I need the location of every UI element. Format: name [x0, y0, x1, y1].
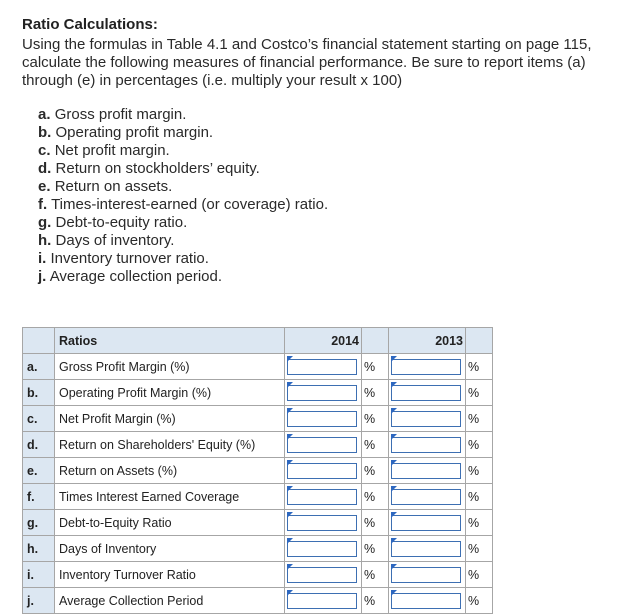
table-row	[23, 510, 493, 536]
question-item	[38, 160, 328, 178]
question-letter: c.	[38, 142, 51, 159]
row-letter: i.	[23, 562, 55, 588]
answer-input-2013[interactable]	[391, 463, 461, 479]
answer-input-2014[interactable]	[287, 411, 357, 427]
cell-2013	[389, 588, 466, 614]
answer-input-2013[interactable]	[391, 385, 461, 401]
flag-icon	[287, 538, 293, 544]
unit-2014: %	[362, 458, 389, 484]
cell-2013	[389, 432, 466, 458]
question-letter: d.	[38, 160, 52, 177]
row-ratio-name: Average Collection Period	[55, 588, 285, 614]
unit-2014: %	[362, 562, 389, 588]
question-letter: a.	[38, 106, 51, 123]
question-text: Return on stockholders’ equity.	[55, 160, 260, 177]
cell-2013	[389, 380, 466, 406]
row-letter: c.	[23, 406, 55, 432]
unit-2013: %	[466, 380, 493, 406]
row-letter: d.	[23, 432, 55, 458]
page-heading: Ratio Calculations:	[22, 16, 158, 33]
table-row	[23, 562, 493, 588]
flag-icon	[287, 434, 293, 440]
header-2013: 2013	[389, 328, 466, 354]
table-row	[23, 380, 493, 406]
answer-input-2013[interactable]	[391, 515, 461, 531]
row-ratio-name: Inventory Turnover Ratio	[55, 562, 285, 588]
flag-icon	[287, 512, 293, 518]
answer-input-2013[interactable]	[391, 567, 461, 583]
unit-2013: %	[466, 458, 493, 484]
flag-icon	[287, 382, 293, 388]
unit-2014: %	[362, 510, 389, 536]
table-row	[23, 588, 493, 614]
flag-icon	[391, 538, 397, 544]
unit-2014: %	[362, 484, 389, 510]
row-ratio-name: Times Interest Earned Coverage	[55, 484, 285, 510]
row-letter: h.	[23, 536, 55, 562]
cell-2013	[389, 484, 466, 510]
unit-2013: %	[466, 484, 493, 510]
table-row	[23, 484, 493, 510]
answer-input-2013[interactable]	[391, 541, 461, 557]
answer-input-2014[interactable]	[287, 489, 357, 505]
flag-icon	[391, 382, 397, 388]
table-row	[23, 536, 493, 562]
cell-2014	[285, 484, 362, 510]
cell-2014	[285, 536, 362, 562]
answer-input-2014[interactable]	[287, 593, 357, 609]
unit-2013: %	[466, 406, 493, 432]
row-ratio-name: Net Profit Margin (%)	[55, 406, 285, 432]
unit-2013: %	[466, 510, 493, 536]
question-letter: f.	[38, 196, 48, 213]
flag-icon	[391, 408, 397, 414]
flag-icon	[391, 512, 397, 518]
answer-input-2013[interactable]	[391, 411, 461, 427]
row-letter: j.	[23, 588, 55, 614]
answer-input-2014[interactable]	[287, 437, 357, 453]
row-letter: b.	[23, 380, 55, 406]
table-row	[23, 458, 493, 484]
unit-2014: %	[362, 536, 389, 562]
flag-icon	[287, 590, 293, 596]
flag-icon	[287, 486, 293, 492]
question-item	[38, 214, 328, 232]
question-item	[38, 142, 328, 160]
flag-icon	[391, 434, 397, 440]
row-letter: a.	[23, 354, 55, 380]
question-letter: i.	[38, 250, 47, 267]
cell-2014	[285, 588, 362, 614]
question-item	[38, 268, 328, 286]
answer-input-2013[interactable]	[391, 359, 461, 375]
cell-2014	[285, 354, 362, 380]
question-letter: j.	[38, 268, 47, 285]
flag-icon	[391, 356, 397, 362]
instructions-text: Using the formulas in Table 4.1 and Costco’s financial statement starting on page 115, calculate the following measures of financial performance. Be sure to report items (a) through (e) in percentages (i.e. multiply your result x 100)	[22, 36, 592, 89]
question-text: Debt-to-equity ratio.	[55, 214, 188, 231]
row-ratio-name: Return on Shareholders' Equity (%)	[55, 432, 285, 458]
question-item	[38, 232, 328, 250]
unit-2014: %	[362, 406, 389, 432]
row-ratio-name: Debt-to-Equity Ratio	[55, 510, 285, 536]
flag-icon	[391, 564, 397, 570]
flag-icon	[391, 590, 397, 596]
cell-2014	[285, 510, 362, 536]
header-2014: 2014	[285, 328, 362, 354]
header-ratios: Ratios	[55, 328, 285, 354]
question-text: Return on assets.	[54, 178, 173, 195]
question-item	[38, 106, 328, 124]
flag-icon	[391, 486, 397, 492]
answer-input-2013[interactable]	[391, 489, 461, 505]
row-letter: e.	[23, 458, 55, 484]
cell-2014	[285, 406, 362, 432]
answer-input-2014[interactable]	[287, 515, 357, 531]
cell-2014	[285, 380, 362, 406]
flag-icon	[391, 460, 397, 466]
unit-2013: %	[466, 354, 493, 380]
question-text: Inventory turnover ratio.	[50, 250, 209, 267]
answer-input-2014[interactable]	[287, 463, 357, 479]
question-text: Days of inventory.	[55, 232, 175, 249]
row-ratio-name: Days of Inventory	[55, 536, 285, 562]
unit-2013: %	[466, 536, 493, 562]
flag-icon	[287, 356, 293, 362]
question-text: Times-interest-earned (or coverage) ratio.	[51, 196, 329, 213]
cell-2014	[285, 458, 362, 484]
question-item	[38, 250, 328, 268]
ratios-table	[22, 327, 493, 614]
question-list	[38, 106, 328, 286]
cell-2014	[285, 562, 362, 588]
table-header-row	[23, 328, 493, 354]
cell-2013	[389, 406, 466, 432]
question-letter: b.	[38, 124, 52, 141]
question-item	[38, 178, 328, 196]
question-letter: e.	[38, 178, 51, 195]
question-text: Operating profit margin.	[55, 124, 214, 141]
question-text: Average collection period.	[49, 268, 223, 285]
question-text: Net profit margin.	[54, 142, 170, 159]
answer-input-2014[interactable]	[287, 567, 357, 583]
question-item	[38, 124, 328, 142]
question-letter: h.	[38, 232, 52, 249]
header-2013-unit	[466, 328, 493, 354]
flag-icon	[287, 408, 293, 414]
row-letter: g.	[23, 510, 55, 536]
question-letter: g.	[38, 214, 52, 231]
cell-2014	[285, 432, 362, 458]
cell-2013	[389, 536, 466, 562]
answer-input-2013[interactable]	[391, 593, 461, 609]
header-2014-unit	[362, 328, 389, 354]
unit-2014: %	[362, 380, 389, 406]
answer-input-2013[interactable]	[391, 437, 461, 453]
row-ratio-name: Operating Profit Margin (%)	[55, 380, 285, 406]
table-row	[23, 432, 493, 458]
unit-2013: %	[466, 562, 493, 588]
question-text: Gross profit margin.	[54, 106, 187, 123]
answer-input-2014[interactable]	[287, 385, 357, 401]
row-ratio-name: Gross Profit Margin (%)	[55, 354, 285, 380]
unit-2014: %	[362, 354, 389, 380]
cell-2013	[389, 458, 466, 484]
table-row	[23, 354, 493, 380]
question-item	[38, 196, 328, 214]
answer-input-2014[interactable]	[287, 541, 357, 557]
flag-icon	[287, 460, 293, 466]
cell-2013	[389, 510, 466, 536]
answer-input-2014[interactable]	[287, 359, 357, 375]
header-letter-cell	[23, 328, 55, 354]
flag-icon	[287, 564, 293, 570]
unit-2013: %	[466, 588, 493, 614]
table-row	[23, 406, 493, 432]
table-body	[23, 354, 493, 614]
row-ratio-name: Return on Assets (%)	[55, 458, 285, 484]
row-letter: f.	[23, 484, 55, 510]
unit-2014: %	[362, 588, 389, 614]
cell-2013	[389, 562, 466, 588]
unit-2013: %	[466, 432, 493, 458]
unit-2014: %	[362, 432, 389, 458]
cell-2013	[389, 354, 466, 380]
